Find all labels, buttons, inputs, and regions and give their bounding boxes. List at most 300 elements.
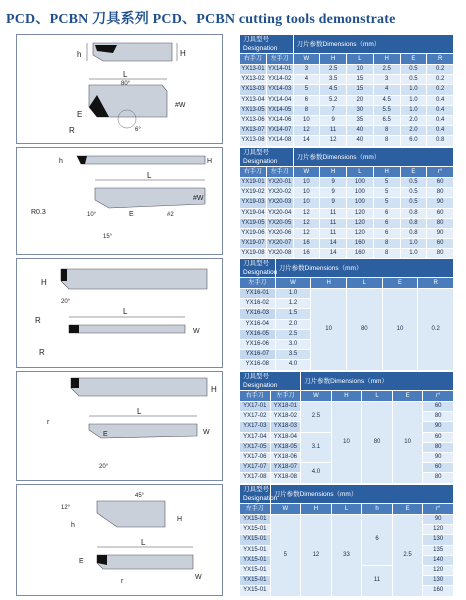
table-cell: 2.0	[275, 319, 311, 329]
dim-r: r	[47, 419, 50, 426]
column-header: L	[346, 278, 382, 289]
table-cell: YX20-03	[266, 198, 293, 208]
designation-header: 刀具型号Designation	[240, 372, 301, 391]
merged-cell: 33	[331, 515, 362, 597]
table-cell: YX17-03	[240, 422, 271, 432]
table-cell: 2.0	[400, 115, 427, 125]
dim-phi: #2	[167, 212, 174, 218]
table-cell: YX16-08	[240, 360, 276, 370]
table-cell: YX17-06	[240, 452, 271, 462]
column-header: E	[392, 391, 423, 402]
column-header: E	[400, 54, 427, 65]
dim-E: E	[129, 211, 134, 218]
table-cell: 14	[320, 239, 347, 249]
table-cell: YX17-01	[240, 402, 271, 412]
dimensions-header: 刀片参数Dimensions（mm）	[301, 372, 454, 391]
table-cell: 14	[293, 136, 320, 146]
table-cell: 80	[423, 442, 454, 452]
table-cell: 4.5	[373, 95, 400, 105]
table-cell: YX15-01	[240, 525, 271, 535]
column-header: r°	[423, 391, 454, 402]
column-header: W	[293, 167, 320, 178]
dim-r: r	[121, 578, 124, 585]
table-cell: YX17-02	[240, 412, 271, 422]
table-row	[240, 402, 454, 412]
column-header: H	[331, 391, 362, 402]
table-cell: YX13-02	[240, 75, 267, 85]
table-cell: 5	[373, 188, 400, 198]
column-header: L	[347, 167, 374, 178]
table-row	[240, 65, 454, 75]
dim-L: L	[123, 70, 128, 79]
table-cell: 60	[427, 178, 454, 188]
column-header: 右手刀	[240, 167, 267, 178]
column-header: H	[373, 54, 400, 65]
table-cell: YX19-05	[240, 218, 267, 228]
dim-E: E	[103, 431, 108, 438]
dimensions-header: 刀片参数Dimensions（mm）	[293, 148, 454, 167]
column-header: L	[347, 54, 374, 65]
column-header: 左手刀	[270, 391, 301, 402]
dim-15: 15°	[103, 234, 113, 240]
column-header: E	[400, 167, 427, 178]
column-header: 右手刀	[240, 391, 271, 402]
table-cell: 1.0	[400, 105, 427, 115]
table-cell: 130	[423, 535, 454, 545]
spec-table-5	[239, 484, 454, 597]
table-cell: YX14-03	[266, 85, 293, 95]
column-header: R	[418, 278, 454, 289]
table-cell: 9	[320, 188, 347, 198]
table-cell: 0.5	[400, 178, 427, 188]
table-cell: 30	[347, 105, 374, 115]
table-cell: 5	[373, 198, 400, 208]
table-cell: 120	[347, 208, 374, 218]
dim-E: E	[77, 110, 83, 119]
column-header: W	[270, 504, 301, 515]
column-header: 左手刀	[240, 504, 271, 515]
table-cell: YX19-08	[240, 249, 267, 259]
table-cell: 1.0	[400, 239, 427, 249]
table-cell: 120	[347, 218, 374, 228]
dim-R2: R	[39, 348, 45, 357]
table-cell: 2.0	[400, 126, 427, 136]
table-cell: 135	[423, 545, 454, 555]
dim-r03: R0.3	[31, 209, 46, 216]
spec-table-2	[239, 147, 454, 260]
merged-cell: 5	[270, 515, 301, 597]
merged-cell: 11	[362, 565, 393, 596]
table-cell: YX20-02	[266, 188, 293, 198]
table-cell: 10	[347, 65, 374, 75]
table-cell: 90	[423, 422, 454, 432]
table-cell: 0.5	[400, 198, 427, 208]
table-cell: 6	[293, 95, 320, 105]
table-cell: YX18-01	[270, 402, 301, 412]
table-row	[240, 75, 454, 85]
table-row	[240, 228, 454, 238]
dim-W: #W	[193, 195, 204, 202]
table-cell: YX13-07	[240, 126, 267, 136]
table-cell: YX19-02	[240, 188, 267, 198]
table-cell: 90	[423, 452, 454, 462]
dim-10: 10°	[87, 212, 97, 218]
table-cell: YX19-04	[240, 208, 267, 218]
table-cell: 8	[373, 136, 400, 146]
table-cell: YX13-06	[240, 115, 267, 125]
table-cell: 5.5	[373, 105, 400, 115]
table-cell: 40	[347, 136, 374, 146]
dim-W: W	[203, 429, 210, 436]
designation-header: 刀具型号Designation	[240, 35, 294, 54]
table-row	[240, 218, 454, 228]
merged-cell: 10	[392, 402, 423, 484]
table-row	[240, 515, 454, 525]
tool-diagram-4	[16, 371, 223, 481]
table-row	[240, 188, 454, 198]
table-cell: 0.5	[400, 65, 427, 75]
table-cell: 80	[427, 188, 454, 198]
table-cell: 1.5	[275, 309, 311, 319]
table-cell: 15	[347, 75, 374, 85]
table-cell: YX18-08	[270, 473, 301, 483]
dim-H: H	[180, 49, 186, 58]
table-row	[240, 178, 454, 188]
table-cell: 8	[373, 126, 400, 136]
table-cell: YX15-01	[240, 515, 271, 525]
table-cell: 20	[347, 95, 374, 105]
dim-h: h	[77, 50, 82, 59]
table-cell: 0.5	[400, 188, 427, 198]
table-cell: 4	[373, 85, 400, 95]
table-cell: 90	[427, 198, 454, 208]
table-cell: 9	[320, 198, 347, 208]
table-cell: 60	[423, 432, 454, 442]
table-cell: 90	[427, 228, 454, 238]
table-cell: 120	[423, 565, 454, 575]
table-cell: 3.5	[320, 75, 347, 85]
table-cell: YX17-04	[240, 432, 271, 442]
table-cell: 16	[293, 239, 320, 249]
table-cell: 6	[373, 228, 400, 238]
column-header: L	[362, 391, 393, 402]
dim-W: W	[195, 574, 202, 581]
table-cell: YX19-01	[240, 178, 267, 188]
table-cell: YX13-08	[240, 136, 267, 146]
table-cell: YX20-07	[266, 239, 293, 249]
table-cell: YX15-01	[240, 565, 271, 575]
table-cell: 100	[347, 198, 374, 208]
dimensions-header: 刀片参数Dimensions（mm）	[293, 35, 454, 54]
table-cell: 10	[293, 198, 320, 208]
table-cell: YX18-06	[270, 452, 301, 462]
table-cell: YX15-01	[240, 555, 271, 565]
table-cell: 5	[373, 178, 400, 188]
table-cell: YX20-04	[266, 208, 293, 218]
column-header: W	[293, 54, 320, 65]
table-cell: 0.4	[427, 115, 454, 125]
table-cell: YX15-01	[240, 535, 271, 545]
table-cell: YX15-01	[240, 586, 271, 596]
dim-R: R	[69, 126, 75, 135]
table-cell: 0.5	[400, 75, 427, 85]
table-cell: YX16-02	[240, 299, 276, 309]
table-cell: YX14-08	[266, 136, 293, 146]
dim-20: 20°	[61, 299, 71, 305]
table-cell: YX17-07	[240, 463, 271, 473]
tool-diagram-5	[16, 484, 223, 596]
designation-header: 刀具型号Designation	[240, 485, 271, 504]
merged-cell: 3.1	[301, 432, 332, 463]
spec-table-3	[239, 258, 454, 371]
table-cell: 12	[293, 228, 320, 238]
dimensions-header: 刀片参数Dimensions（mm）	[270, 485, 453, 504]
dim-H: H	[177, 516, 183, 523]
table-row	[240, 85, 454, 95]
table-cell: 1.0	[400, 95, 427, 105]
table-row	[240, 198, 454, 208]
table-cell: YX16-06	[240, 339, 276, 349]
table-cell: 6.5	[373, 115, 400, 125]
table-cell: 15	[347, 85, 374, 95]
table-cell: 0.8	[400, 218, 427, 228]
merged-cell: 12	[301, 515, 332, 597]
table-cell: 0.4	[427, 126, 454, 136]
table-cell: YX18-05	[270, 442, 301, 452]
table-cell: 1.0	[275, 289, 311, 299]
table-cell: 1.0	[400, 249, 427, 259]
table-cell: 12	[293, 218, 320, 228]
dim-L: L	[141, 538, 146, 547]
tool-diagram-1	[16, 34, 223, 144]
table-cell: 80	[423, 412, 454, 422]
dim-L: L	[123, 307, 128, 316]
table-cell: 3	[293, 65, 320, 75]
table-row	[240, 105, 454, 115]
table-cell: 0.2	[427, 65, 454, 75]
table-cell: 120	[423, 525, 454, 535]
dim-R1: R	[35, 316, 41, 325]
table-cell: 6.0	[400, 136, 427, 146]
table-cell: 60	[423, 463, 454, 473]
table-cell: 6	[373, 208, 400, 218]
column-header: r°	[423, 504, 454, 515]
table-cell: 0.2	[427, 75, 454, 85]
page-title: PCD、PCBN 刀具系列 PCD、PCBN cutting tools demonstrate	[6, 12, 396, 27]
dim-W: W	[193, 328, 200, 335]
table-cell: 6	[373, 218, 400, 228]
column-header: H	[320, 167, 347, 178]
table-cell: YX19-06	[240, 228, 267, 238]
merged-cell: 10	[382, 289, 418, 371]
dim-L: L	[137, 407, 142, 416]
table-cell: 8	[293, 105, 320, 115]
table-cell: 3.0	[275, 339, 311, 349]
dim-45: 45°	[135, 493, 145, 499]
dim-12: 12°	[61, 505, 71, 511]
dim-80: 80°	[121, 81, 131, 87]
dim-6: 6°	[135, 127, 141, 133]
column-header: h	[362, 504, 393, 515]
table-cell: 1.0	[400, 85, 427, 95]
table-cell: 14	[320, 249, 347, 259]
table-cell: 80	[427, 249, 454, 259]
dim-h: h	[59, 158, 63, 165]
column-header: H	[301, 504, 332, 515]
table-cell: 10	[293, 178, 320, 188]
table-cell: 9	[320, 115, 347, 125]
table-cell: 12	[293, 208, 320, 218]
table-cell: YX20-08	[266, 249, 293, 259]
column-header: E	[392, 504, 423, 515]
table-cell: 1.2	[275, 299, 311, 309]
table-cell: YX14-01	[266, 65, 293, 75]
table-cell: YX16-01	[240, 289, 276, 299]
merged-cell: 2.5	[392, 515, 423, 597]
table-cell: 0.4	[427, 105, 454, 115]
table-cell: YX20-06	[266, 228, 293, 238]
table-cell: 0.8	[427, 136, 454, 146]
table-cell: YX13-01	[240, 65, 267, 75]
table-cell: 90	[423, 515, 454, 525]
column-header: 左手刀	[266, 54, 293, 65]
table-cell: YX13-04	[240, 95, 267, 105]
table-cell: 3.5	[275, 350, 311, 360]
table-cell: 11	[320, 208, 347, 218]
column-header: 左手刀	[266, 167, 293, 178]
table-cell: 3	[373, 75, 400, 85]
table-cell: 16	[293, 249, 320, 259]
merged-cell: 4.0	[301, 463, 332, 483]
table-cell: 2.5	[320, 65, 347, 75]
dimensions-header: 刀片参数Dimensions（mm）	[275, 259, 453, 278]
table-cell: YX16-03	[240, 309, 276, 319]
table-cell: YX14-05	[266, 105, 293, 115]
merged-cell: 10	[311, 289, 347, 371]
table-cell: YX16-04	[240, 319, 276, 329]
dim-H: H	[41, 278, 47, 287]
table-cell: 60	[423, 402, 454, 412]
table-row	[240, 115, 454, 125]
table-cell: YX18-03	[270, 422, 301, 432]
table-cell: YX16-05	[240, 329, 276, 339]
table-row	[240, 208, 454, 218]
table-cell: 0.8	[400, 228, 427, 238]
column-header: L	[331, 504, 362, 515]
table-cell: YX14-04	[266, 95, 293, 105]
merged-cell: 0.2	[418, 289, 454, 371]
table-cell: 0.8	[400, 208, 427, 218]
table-cell: 160	[347, 249, 374, 259]
table-cell: 5.2	[320, 95, 347, 105]
column-header: H	[373, 167, 400, 178]
table-cell: 8	[373, 239, 400, 249]
table-cell: 9	[320, 178, 347, 188]
table-row	[240, 136, 454, 146]
table-cell: 4.5	[320, 85, 347, 95]
merged-cell: 2.5	[301, 402, 332, 433]
dim-h: h	[71, 522, 75, 529]
table-cell: YX18-07	[270, 463, 301, 473]
table-cell: 8	[373, 249, 400, 259]
table-cell: 160	[423, 586, 454, 596]
table-cell: 4.0	[275, 360, 311, 370]
tool-diagram-2	[16, 147, 223, 255]
table-cell: 140	[423, 555, 454, 565]
table-cell: YX18-02	[270, 412, 301, 422]
table-cell: YX16-07	[240, 350, 276, 360]
merged-cell: 80	[362, 402, 393, 484]
merged-cell: 80	[346, 289, 382, 371]
table-cell: 4	[293, 75, 320, 85]
dim-E: E	[79, 558, 84, 565]
table-cell: 11	[320, 218, 347, 228]
table-cell: 0.4	[427, 95, 454, 105]
table-cell: 0.2	[427, 85, 454, 95]
table-cell: YX17-05	[240, 442, 271, 452]
dim-20: 20°	[99, 464, 109, 470]
table-cell: YX15-01	[240, 545, 271, 555]
table-cell: 5	[293, 85, 320, 95]
table-cell: 10	[293, 188, 320, 198]
table-cell: 130	[423, 576, 454, 586]
column-header: H	[311, 278, 347, 289]
table-cell: 100	[347, 188, 374, 198]
table-cell: 40	[347, 126, 374, 136]
column-header: 左手刀	[240, 278, 276, 289]
table-cell: YX19-07	[240, 239, 267, 249]
column-header: W	[301, 391, 332, 402]
column-header: R	[427, 54, 454, 65]
table-cell: 160	[347, 239, 374, 249]
table-row	[240, 239, 454, 249]
table-cell: 60	[427, 208, 454, 218]
table-cell: YX13-03	[240, 85, 267, 95]
table-cell: YX20-01	[266, 178, 293, 188]
column-header: E	[382, 278, 418, 289]
table-cell: 7	[320, 105, 347, 115]
table-cell: 10	[293, 115, 320, 125]
designation-header: 刀具型号Designation	[240, 148, 294, 167]
merged-cell: 10	[331, 402, 362, 484]
table-row	[240, 289, 454, 299]
column-header: H	[320, 54, 347, 65]
table-cell: YX20-05	[266, 218, 293, 228]
table-row	[240, 95, 454, 105]
designation-header: 刀具型号Designation	[240, 259, 276, 278]
table-cell: YX15-01	[240, 576, 271, 586]
table-row	[240, 126, 454, 136]
table-cell: 80	[427, 218, 454, 228]
merged-cell: 6	[362, 515, 393, 566]
table-cell: 120	[347, 228, 374, 238]
table-cell: YX18-04	[270, 432, 301, 442]
dim-W: #W	[175, 102, 186, 109]
spec-table-4	[239, 371, 454, 484]
table-cell: YX14-06	[266, 115, 293, 125]
dim-H: H	[207, 158, 213, 165]
column-header: 右手刀	[240, 54, 267, 65]
table-cell: YX17-08	[240, 473, 271, 483]
table-cell: 11	[320, 126, 347, 136]
table-cell: YX14-02	[266, 75, 293, 85]
table-cell: YX13-05	[240, 105, 267, 115]
dim-H: H	[211, 385, 217, 394]
spec-table-1	[239, 34, 454, 147]
table-cell: 60	[427, 239, 454, 249]
table-cell: 11	[320, 228, 347, 238]
table-cell: YX19-03	[240, 198, 267, 208]
